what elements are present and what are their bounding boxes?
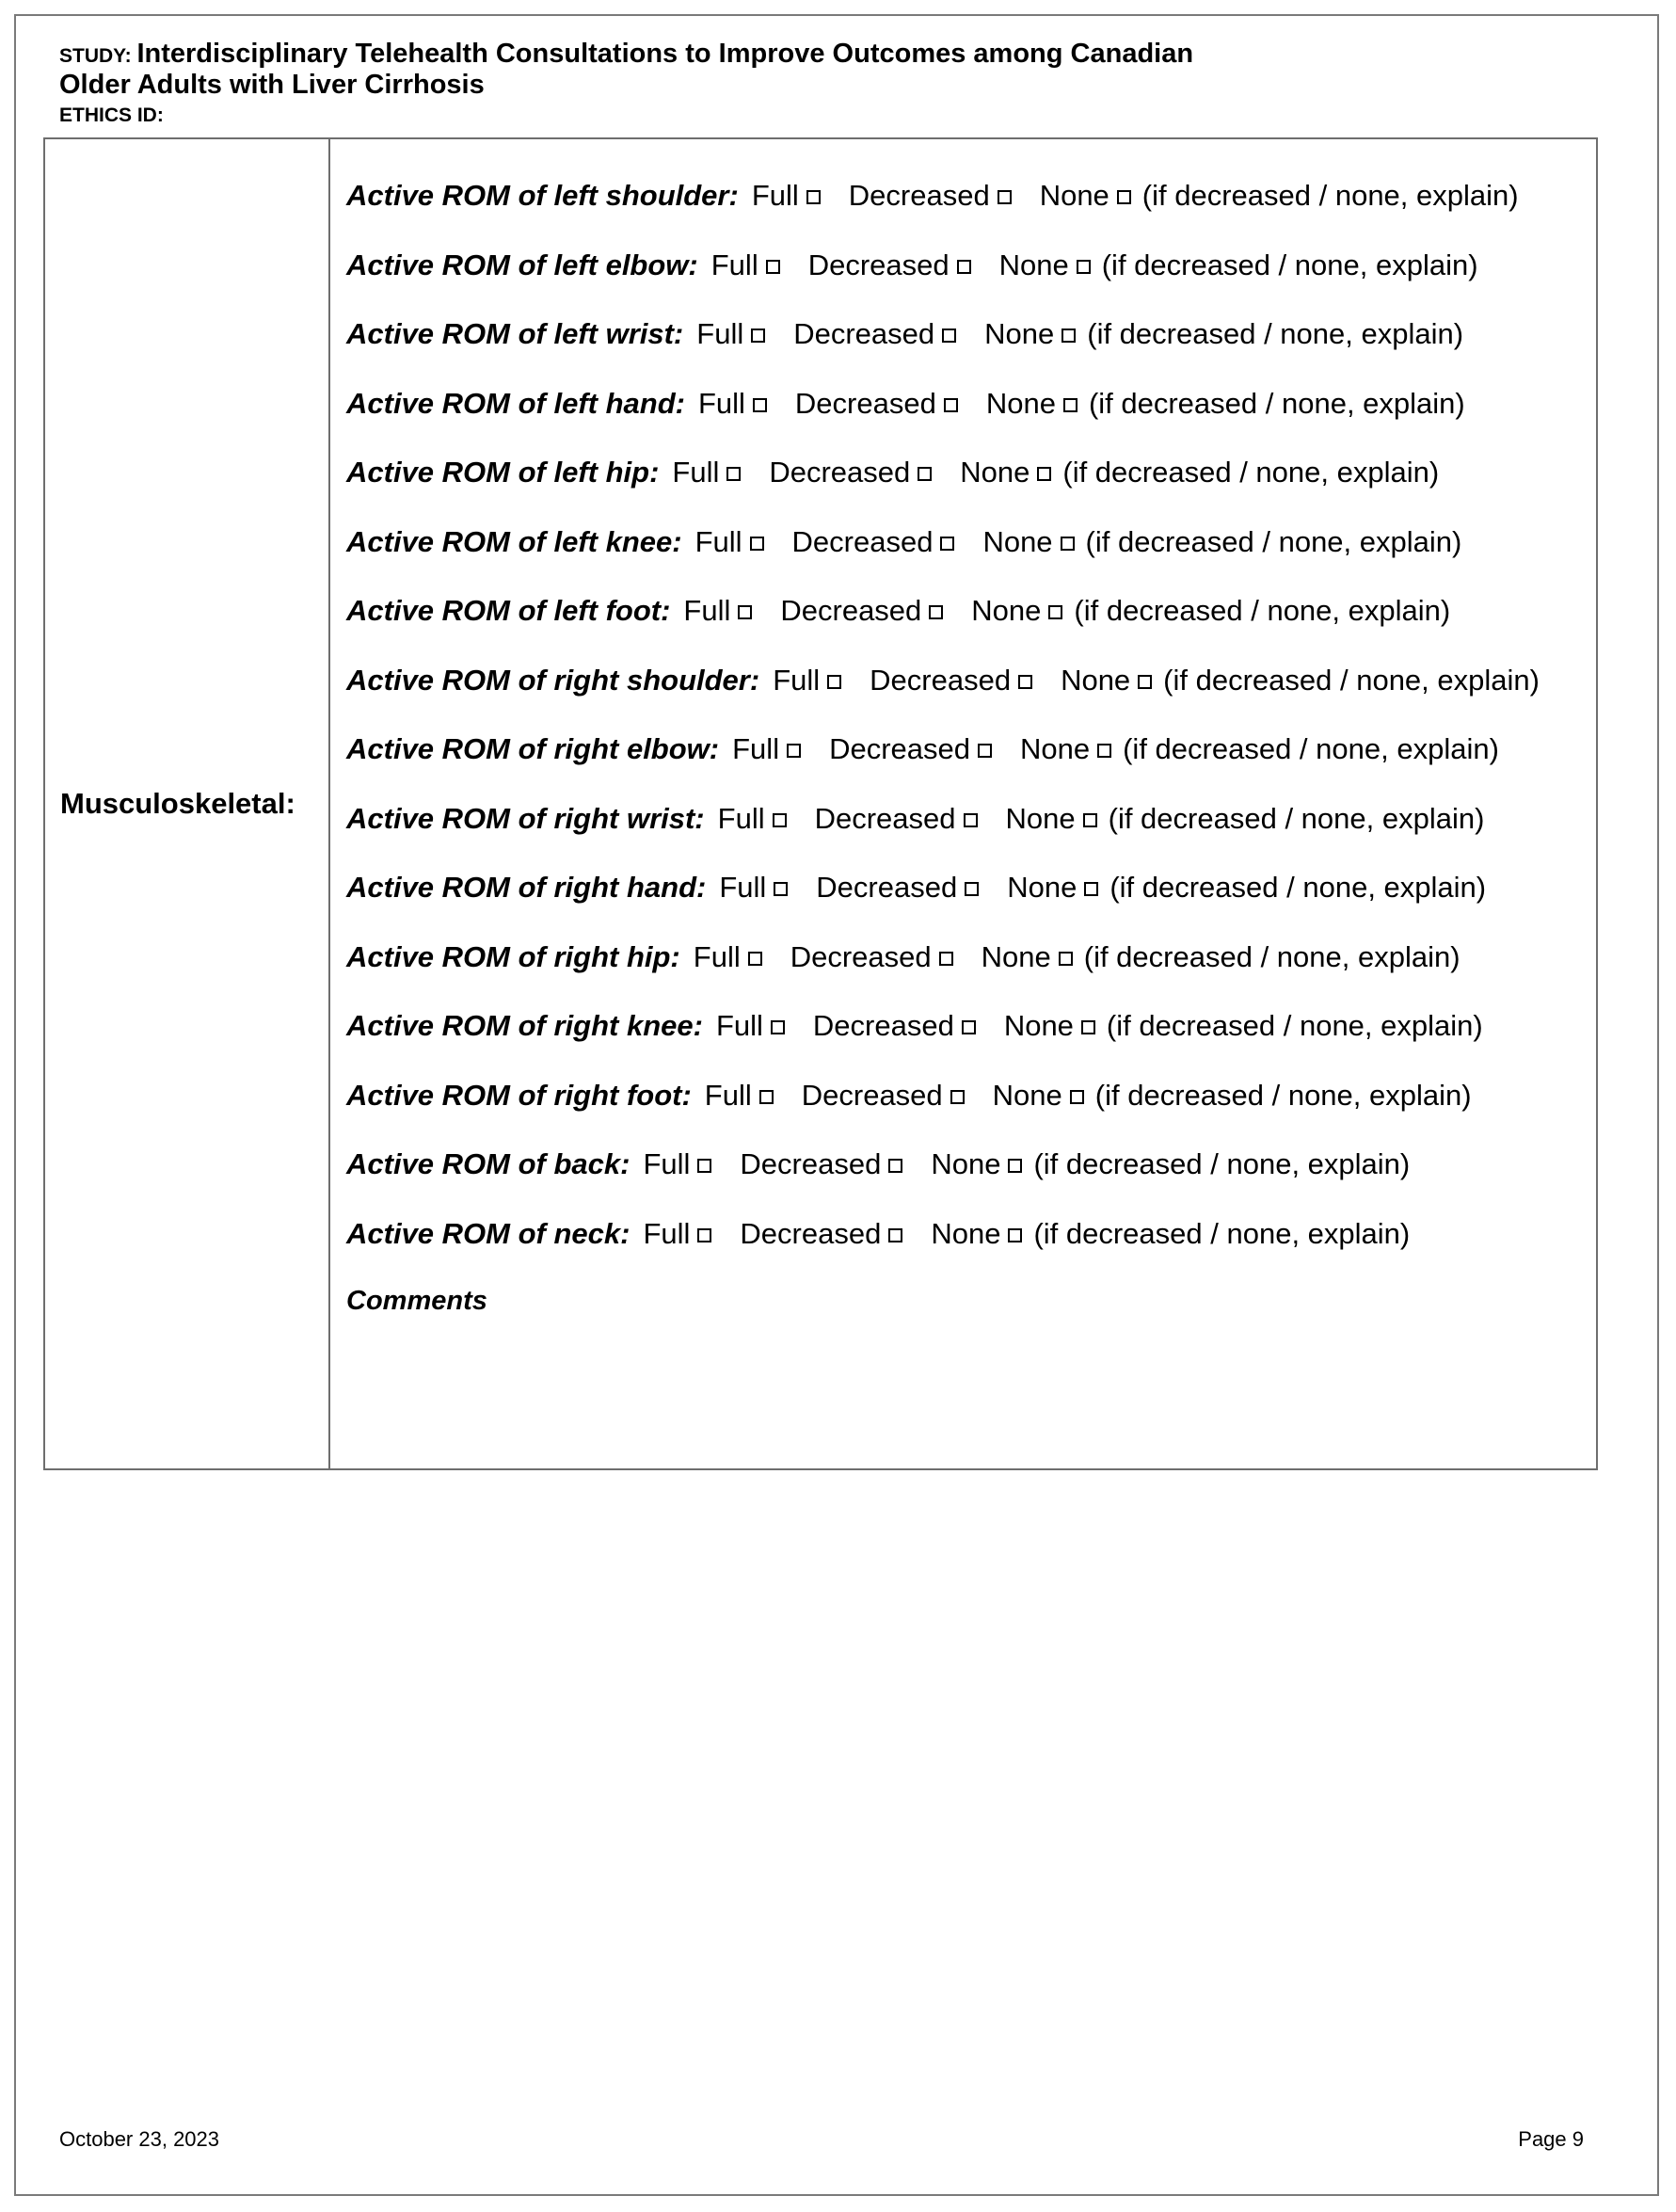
checkbox-none[interactable]	[1061, 537, 1075, 551]
rom-row-label: Active ROM of right hand:	[346, 871, 707, 904]
option-decreased-label: Decreased	[793, 317, 935, 350]
checkbox-decreased[interactable]	[962, 1020, 976, 1034]
rom-row	[346, 1217, 1596, 1287]
checkbox-none[interactable]	[1081, 1020, 1095, 1034]
study-title-line-1	[59, 40, 1377, 71]
rom-row-label: Active ROM of right knee:	[346, 1009, 703, 1042]
option-none-label: None	[960, 456, 1030, 489]
rom-row-label: Active ROM of left hand:	[346, 386, 685, 420]
checkbox-full[interactable]	[766, 260, 780, 274]
option-none	[993, 1079, 1084, 1113]
option-none	[986, 387, 1077, 421]
option-full-label: Full	[643, 1147, 691, 1180]
checkbox-decreased[interactable]	[1018, 675, 1032, 689]
option-full	[773, 664, 841, 697]
explain-hint: (if decreased / none, explain)	[1101, 248, 1478, 281]
checkbox-none[interactable]	[1083, 813, 1097, 827]
checkbox-decreased[interactable]	[888, 1228, 902, 1242]
checkbox-full[interactable]	[774, 882, 788, 896]
option-full-label: Full	[697, 386, 745, 420]
option-none-label: None	[984, 317, 1055, 350]
option-decreased-label: Decreased	[791, 524, 934, 558]
checkbox-full[interactable]	[738, 605, 752, 619]
explain-hint: (if decreased / none, explain)	[1094, 1078, 1472, 1112]
option-none-label: None	[1039, 179, 1109, 212]
option-none	[1061, 664, 1152, 697]
checkbox-none[interactable]	[1048, 605, 1062, 619]
option-decreased	[795, 387, 958, 421]
option-full	[732, 732, 801, 766]
explain-hint: (if decreased / none, explain)	[1087, 317, 1464, 350]
option-full-label: Full	[704, 1078, 752, 1112]
option-none-label: None	[998, 248, 1069, 281]
option-decreased	[792, 525, 955, 559]
option-full	[698, 387, 767, 421]
option-decreased-label: Decreased	[807, 248, 950, 281]
option-none	[971, 594, 1062, 628]
rom-row-label: Active ROM of right wrist:	[346, 801, 705, 835]
rom-row-label: Active ROM of left knee:	[346, 524, 682, 558]
checkbox-none[interactable]	[1037, 467, 1051, 481]
option-decreased	[802, 1079, 965, 1113]
checkbox-decreased[interactable]	[978, 744, 992, 758]
option-decreased	[813, 1009, 976, 1043]
option-none-label: None	[981, 939, 1051, 973]
option-none-label: None	[971, 594, 1042, 627]
option-decreased-label: Decreased	[801, 1078, 943, 1112]
study-title: Interdisciplinary Telehealth Consultations to Improve Outcomes among Canadian	[136, 39, 1194, 69]
option-none	[999, 248, 1091, 282]
column-divider	[328, 139, 330, 1468]
footer-date: October 23, 2023	[59, 2127, 220, 2151]
checkbox-full[interactable]	[697, 1228, 711, 1242]
rom-row	[346, 1009, 1596, 1079]
checkbox-full[interactable]	[806, 190, 821, 204]
checkbox-none[interactable]	[1084, 882, 1098, 896]
option-full	[643, 1147, 711, 1181]
option-full-label: Full	[715, 1009, 763, 1042]
option-full	[718, 802, 787, 836]
option-decreased-label: Decreased	[814, 801, 956, 835]
checkbox-decreased[interactable]	[942, 329, 956, 343]
option-decreased-label: Decreased	[848, 179, 990, 212]
checkbox-decreased[interactable]	[918, 467, 932, 481]
checkbox-full[interactable]	[697, 1159, 711, 1173]
option-decreased-label: Decreased	[740, 1216, 882, 1250]
option-decreased-label: Decreased	[870, 663, 1012, 697]
study-title-line-2: Older Adults with Liver Cirrhosis	[59, 70, 485, 100]
rom-row-label: Active ROM of right shoulder:	[346, 663, 760, 697]
option-full-label: Full	[710, 248, 758, 281]
option-decreased	[829, 732, 992, 766]
option-full	[752, 179, 821, 213]
checkbox-none[interactable]	[1070, 1090, 1084, 1104]
option-none-label: None	[1061, 663, 1131, 697]
checkbox-decreased[interactable]	[998, 190, 1012, 204]
checkbox-none[interactable]	[1117, 190, 1131, 204]
explain-hint: (if decreased / none, explain)	[1109, 871, 1487, 904]
study-tag: STUDY:	[59, 45, 137, 67]
rom-rows	[346, 179, 1596, 1458]
ethics-id-label: ETHICS ID:	[59, 104, 164, 126]
checkbox-none[interactable]	[1063, 398, 1077, 412]
option-decreased	[808, 248, 971, 282]
rom-row	[346, 317, 1596, 387]
option-decreased-label: Decreased	[769, 456, 911, 489]
checkbox-full[interactable]	[771, 1020, 785, 1034]
option-decreased	[849, 179, 1012, 213]
option-none-label: None	[1003, 1009, 1074, 1042]
rom-row	[346, 1079, 1596, 1148]
option-full	[695, 525, 764, 559]
checkbox-full[interactable]	[773, 813, 787, 827]
rom-row-label: Active ROM of left hip:	[346, 456, 660, 489]
option-full	[716, 1009, 785, 1043]
rom-row	[346, 664, 1596, 733]
option-full-label: Full	[773, 663, 821, 697]
option-none	[982, 525, 1074, 559]
option-full	[696, 317, 765, 351]
checkbox-full[interactable]	[748, 952, 762, 966]
explain-hint: (if decreased / none, explain)	[1085, 524, 1462, 558]
option-full-label: Full	[751, 179, 799, 212]
option-full	[694, 940, 762, 974]
rom-row	[346, 871, 1596, 940]
option-full	[672, 456, 741, 489]
rom-row	[346, 1147, 1596, 1217]
option-full	[643, 1217, 711, 1251]
option-none	[1020, 732, 1111, 766]
option-full	[705, 1079, 774, 1113]
rom-row	[346, 802, 1596, 872]
option-decreased-label: Decreased	[794, 386, 936, 420]
option-decreased	[769, 456, 932, 489]
option-decreased-label: Decreased	[816, 871, 958, 904]
option-none-label: None	[1005, 801, 1076, 835]
option-none	[1004, 1009, 1095, 1043]
option-full	[711, 248, 780, 282]
rom-row	[346, 525, 1596, 595]
option-decreased	[780, 594, 943, 628]
checkbox-full[interactable]	[753, 398, 767, 412]
option-decreased	[815, 802, 978, 836]
checkbox-decreased[interactable]	[888, 1159, 902, 1173]
option-none-label: None	[1007, 871, 1077, 904]
option-full-label: Full	[683, 594, 731, 627]
explain-hint: (if decreased / none, explain)	[1033, 1147, 1411, 1180]
checkbox-full[interactable]	[726, 467, 741, 481]
checkbox-full[interactable]	[751, 329, 765, 343]
checkbox-none[interactable]	[1138, 675, 1152, 689]
option-full	[683, 594, 752, 628]
rom-row-label: Active ROM of neck:	[346, 1216, 630, 1250]
comments-field[interactable]	[346, 1317, 1596, 1458]
option-decreased	[740, 1147, 902, 1181]
explain-hint: (if decreased / none, explain)	[1088, 386, 1465, 420]
musculoskeletal-table	[43, 137, 1598, 1470]
rom-row	[346, 387, 1596, 457]
option-decreased-label: Decreased	[790, 939, 932, 973]
explain-hint: (if decreased / none, explain)	[1074, 594, 1451, 627]
rom-row-label: Active ROM of left wrist:	[346, 317, 684, 350]
option-decreased-label: Decreased	[780, 594, 922, 627]
option-none-label: None	[982, 524, 1053, 558]
option-decreased	[740, 1217, 902, 1251]
rom-row	[346, 179, 1596, 248]
option-none	[982, 940, 1073, 974]
comments-label: Comments	[346, 1286, 487, 1316]
checkbox-none[interactable]	[1008, 1159, 1022, 1173]
option-full-label: Full	[719, 871, 767, 904]
rom-row	[346, 248, 1596, 318]
explain-hint: (if decreased / none, explain)	[1108, 801, 1485, 835]
option-decreased	[816, 871, 979, 905]
rom-row-label: Active ROM of left elbow:	[346, 248, 698, 281]
checkbox-none[interactable]	[1061, 329, 1076, 343]
footer-page-number: Page 9	[1518, 2127, 1584, 2151]
rom-row-label: Active ROM of right elbow:	[346, 732, 720, 765]
checkbox-full[interactable]	[827, 675, 841, 689]
checkbox-none[interactable]	[1097, 744, 1111, 758]
option-full-label: Full	[643, 1216, 691, 1250]
option-full-label: Full	[696, 317, 744, 350]
checkbox-decreased[interactable]	[944, 398, 958, 412]
option-full-label: Full	[672, 456, 720, 489]
rom-row-label: Active ROM of back:	[346, 1147, 630, 1180]
rom-row-label: Active ROM of left shoulder:	[346, 179, 739, 212]
checkbox-none[interactable]	[1008, 1228, 1022, 1242]
option-none-label: None	[985, 386, 1056, 420]
explain-hint: (if decreased / none, explain)	[1123, 732, 1499, 765]
checkbox-decreased[interactable]	[957, 260, 971, 274]
explain-hint: (if decreased / none, explain)	[1106, 1009, 1483, 1042]
checkbox-full[interactable]	[750, 537, 764, 551]
rom-row	[346, 732, 1596, 802]
option-decreased	[870, 664, 1032, 697]
option-decreased-label: Decreased	[812, 1009, 954, 1042]
rom-row	[346, 594, 1596, 664]
rom-row-label: Active ROM of right hip:	[346, 939, 680, 973]
option-decreased-label: Decreased	[829, 732, 970, 765]
explain-hint: (if decreased / none, explain)	[1163, 663, 1540, 697]
option-none-label: None	[931, 1147, 1001, 1180]
checkbox-full[interactable]	[759, 1090, 774, 1104]
option-full-label: Full	[717, 801, 765, 835]
rom-row	[346, 940, 1596, 1010]
option-none	[1007, 871, 1098, 905]
option-none-label: None	[1020, 732, 1091, 765]
explain-hint: (if decreased / none, explain)	[1062, 456, 1440, 489]
option-full-label: Full	[732, 732, 780, 765]
option-decreased	[793, 317, 956, 351]
rom-row-label: Active ROM of right foot:	[346, 1078, 692, 1112]
option-none	[1006, 802, 1097, 836]
checkbox-full[interactable]	[787, 744, 801, 758]
option-none	[960, 456, 1051, 489]
option-none	[1040, 179, 1131, 213]
option-full	[719, 871, 788, 905]
option-none	[984, 317, 1076, 351]
explain-hint: (if decreased / none, explain)	[1033, 1216, 1411, 1250]
checkbox-none[interactable]	[1059, 952, 1073, 966]
rom-row	[346, 456, 1596, 525]
option-full-label: Full	[694, 524, 742, 558]
document-header	[59, 40, 1377, 128]
checkbox-decreased[interactable]	[950, 1090, 965, 1104]
option-none-label: None	[931, 1216, 1001, 1250]
option-decreased	[790, 940, 953, 974]
rom-row-label: Active ROM of left foot:	[346, 594, 671, 627]
checkbox-decreased[interactable]	[929, 605, 943, 619]
checkbox-decreased[interactable]	[965, 882, 979, 896]
checkbox-decreased[interactable]	[940, 537, 954, 551]
checkbox-decreased[interactable]	[939, 952, 953, 966]
option-full-label: Full	[693, 939, 741, 973]
explain-hint: (if decreased / none, explain)	[1083, 939, 1461, 973]
checkbox-decreased[interactable]	[964, 813, 978, 827]
checkbox-none[interactable]	[1077, 260, 1091, 274]
option-none	[931, 1217, 1022, 1251]
explain-hint: (if decreased / none, explain)	[1141, 179, 1519, 212]
section-label: Musculoskeletal:	[60, 787, 295, 820]
option-none	[931, 1147, 1022, 1181]
option-decreased-label: Decreased	[740, 1147, 882, 1180]
option-none-label: None	[992, 1078, 1062, 1112]
